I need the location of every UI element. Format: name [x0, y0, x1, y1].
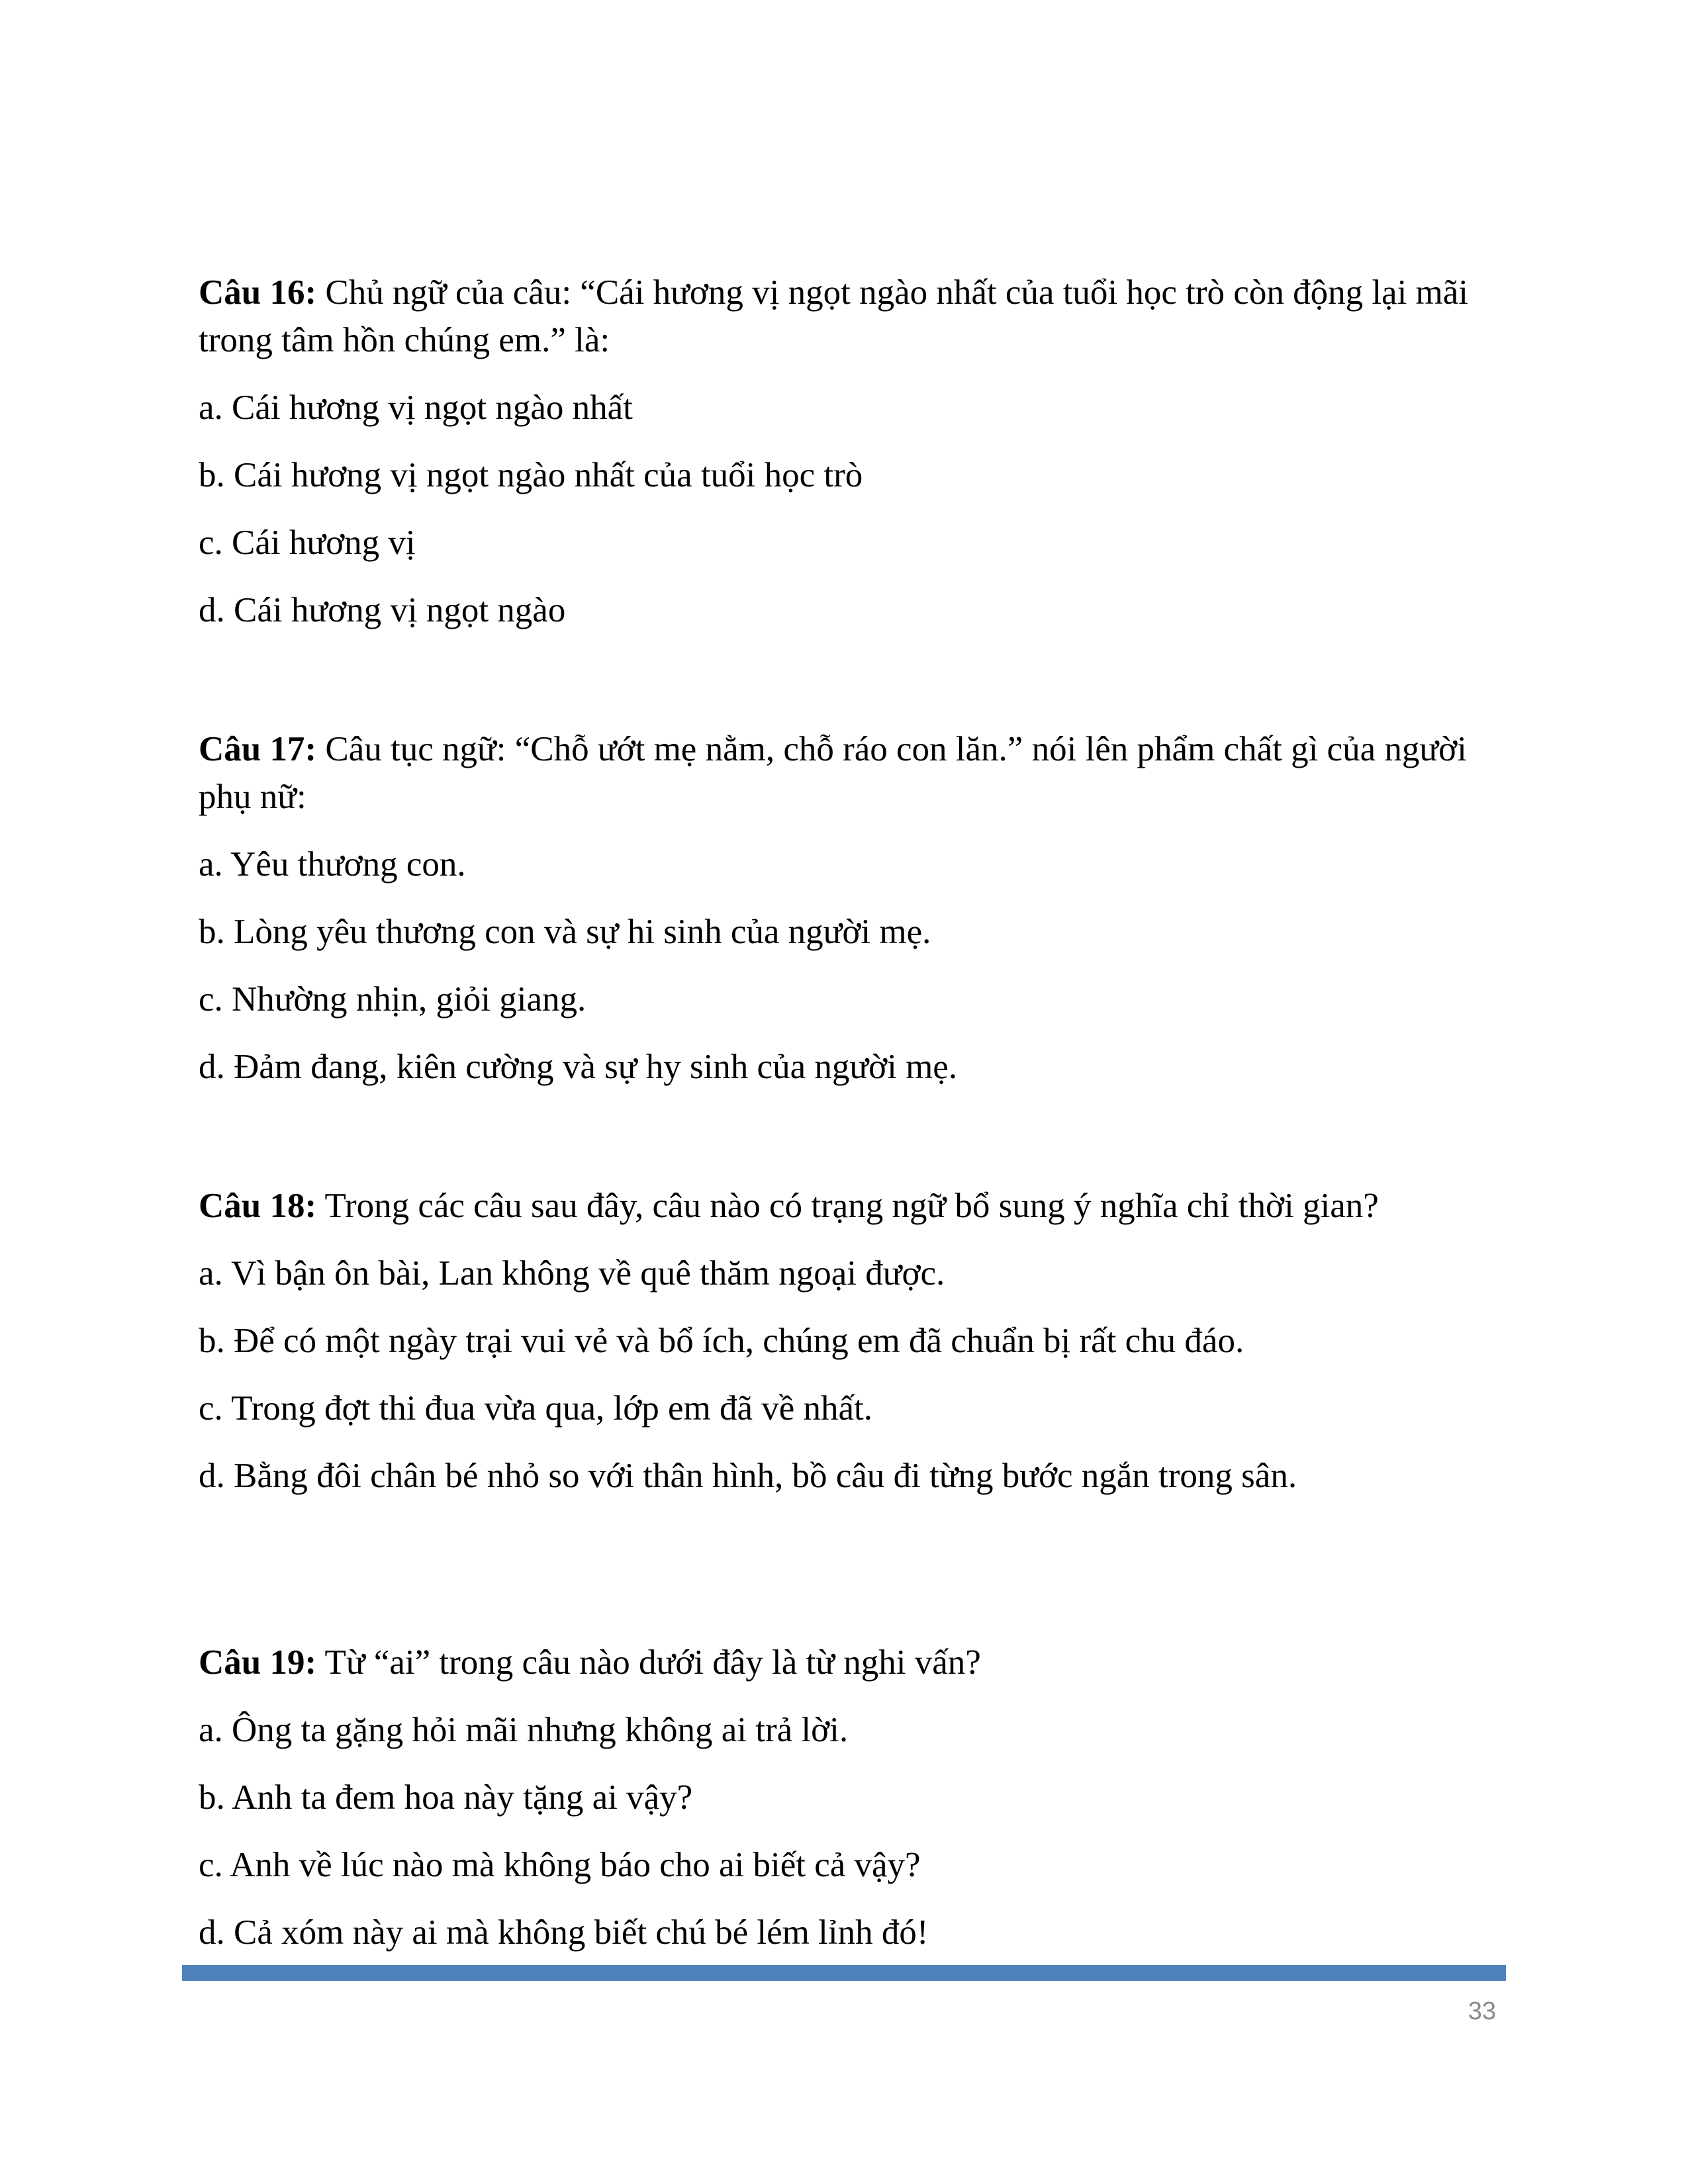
question-label: Câu 18:: [199, 1187, 317, 1225]
question-text: Từ “ai” trong câu nào dưới đây là từ nghi vấn?: [316, 1643, 981, 1682]
option-d: d. Cả xóm này ai mà không biết chú bé lém lỉnh đó!: [199, 1913, 929, 1952]
option-d: d. Bằng đôi chân bé nhỏ so với thân hình, bồ câu đi từng bước ngắn trong sân.: [199, 1457, 1297, 1495]
question-19: [199, 1639, 1496, 1956]
question-stem: [199, 269, 1496, 364]
option-d: d. Đảm đang, kiên cường và sự hy sinh của người mẹ.: [199, 1048, 958, 1086]
question-text: Câu tục ngữ: “Chỗ ướt mẹ nằm, chỗ ráo con lăn.” nói lên phẩm chất gì của người phụ nữ:: [199, 730, 1467, 816]
question-stem: [199, 1182, 1496, 1230]
question-label: Câu 17:: [199, 730, 317, 768]
option-a: a. Yêu thương con.: [199, 845, 466, 884]
question-label: Câu 16:: [199, 273, 317, 312]
option-b: b. Anh ta đem hoa này tặng ai vậy?: [199, 1778, 693, 1817]
option-b: b. Lòng yêu thương con và sự hi sinh của người mẹ.: [199, 913, 931, 951]
option-c: c. Anh về lúc nào mà không báo cho ai biết cả vậy?: [199, 1846, 921, 1884]
option-a: a. Ông ta gặng hỏi mãi nhưng không ai trả lời.: [199, 1711, 849, 1749]
question-stem: [199, 725, 1496, 821]
footer-rule: [182, 1965, 1506, 1981]
question-17: [199, 725, 1496, 1091]
option-b: b. Cái hương vị ngọt ngào nhất của tuổi học trò: [199, 456, 863, 494]
question-18: [199, 1182, 1496, 1500]
option-b: b. Để có một ngày trại vui vẻ và bổ ích, chúng em đã chuẩn bị rất chu đáo.: [199, 1322, 1244, 1360]
question-text: Trong các câu sau đây, câu nào có trạng ngữ bổ sung ý nghĩa chỉ thời gian?: [316, 1187, 1379, 1225]
option-c: c. Cái hương vị: [199, 523, 416, 562]
question-stem: [199, 1639, 1496, 1686]
option-a: a. Vì bận ôn bài, Lan không về quê thăm ngoại được.: [199, 1254, 945, 1293]
question-label: Câu 19:: [199, 1643, 317, 1682]
page-number: 33: [1468, 1997, 1496, 2025]
option-a: a. Cái hương vị ngọt ngào nhất: [199, 388, 633, 427]
question-text: Chủ ngữ của câu: “Cái hương vị ngọt ngào nhất của tuổi học trò còn động lại mãi trong tâm hồn chúng em.” là:: [199, 273, 1469, 359]
option-c: c. Trong đợt thi đua vừa qua, lớp em đã về nhất.: [199, 1389, 873, 1428]
option-c: c. Nhường nhịn, giỏi giang.: [199, 980, 586, 1019]
question-16: [199, 269, 1496, 634]
option-d: d. Cái hương vị ngọt ngào: [199, 591, 566, 629]
